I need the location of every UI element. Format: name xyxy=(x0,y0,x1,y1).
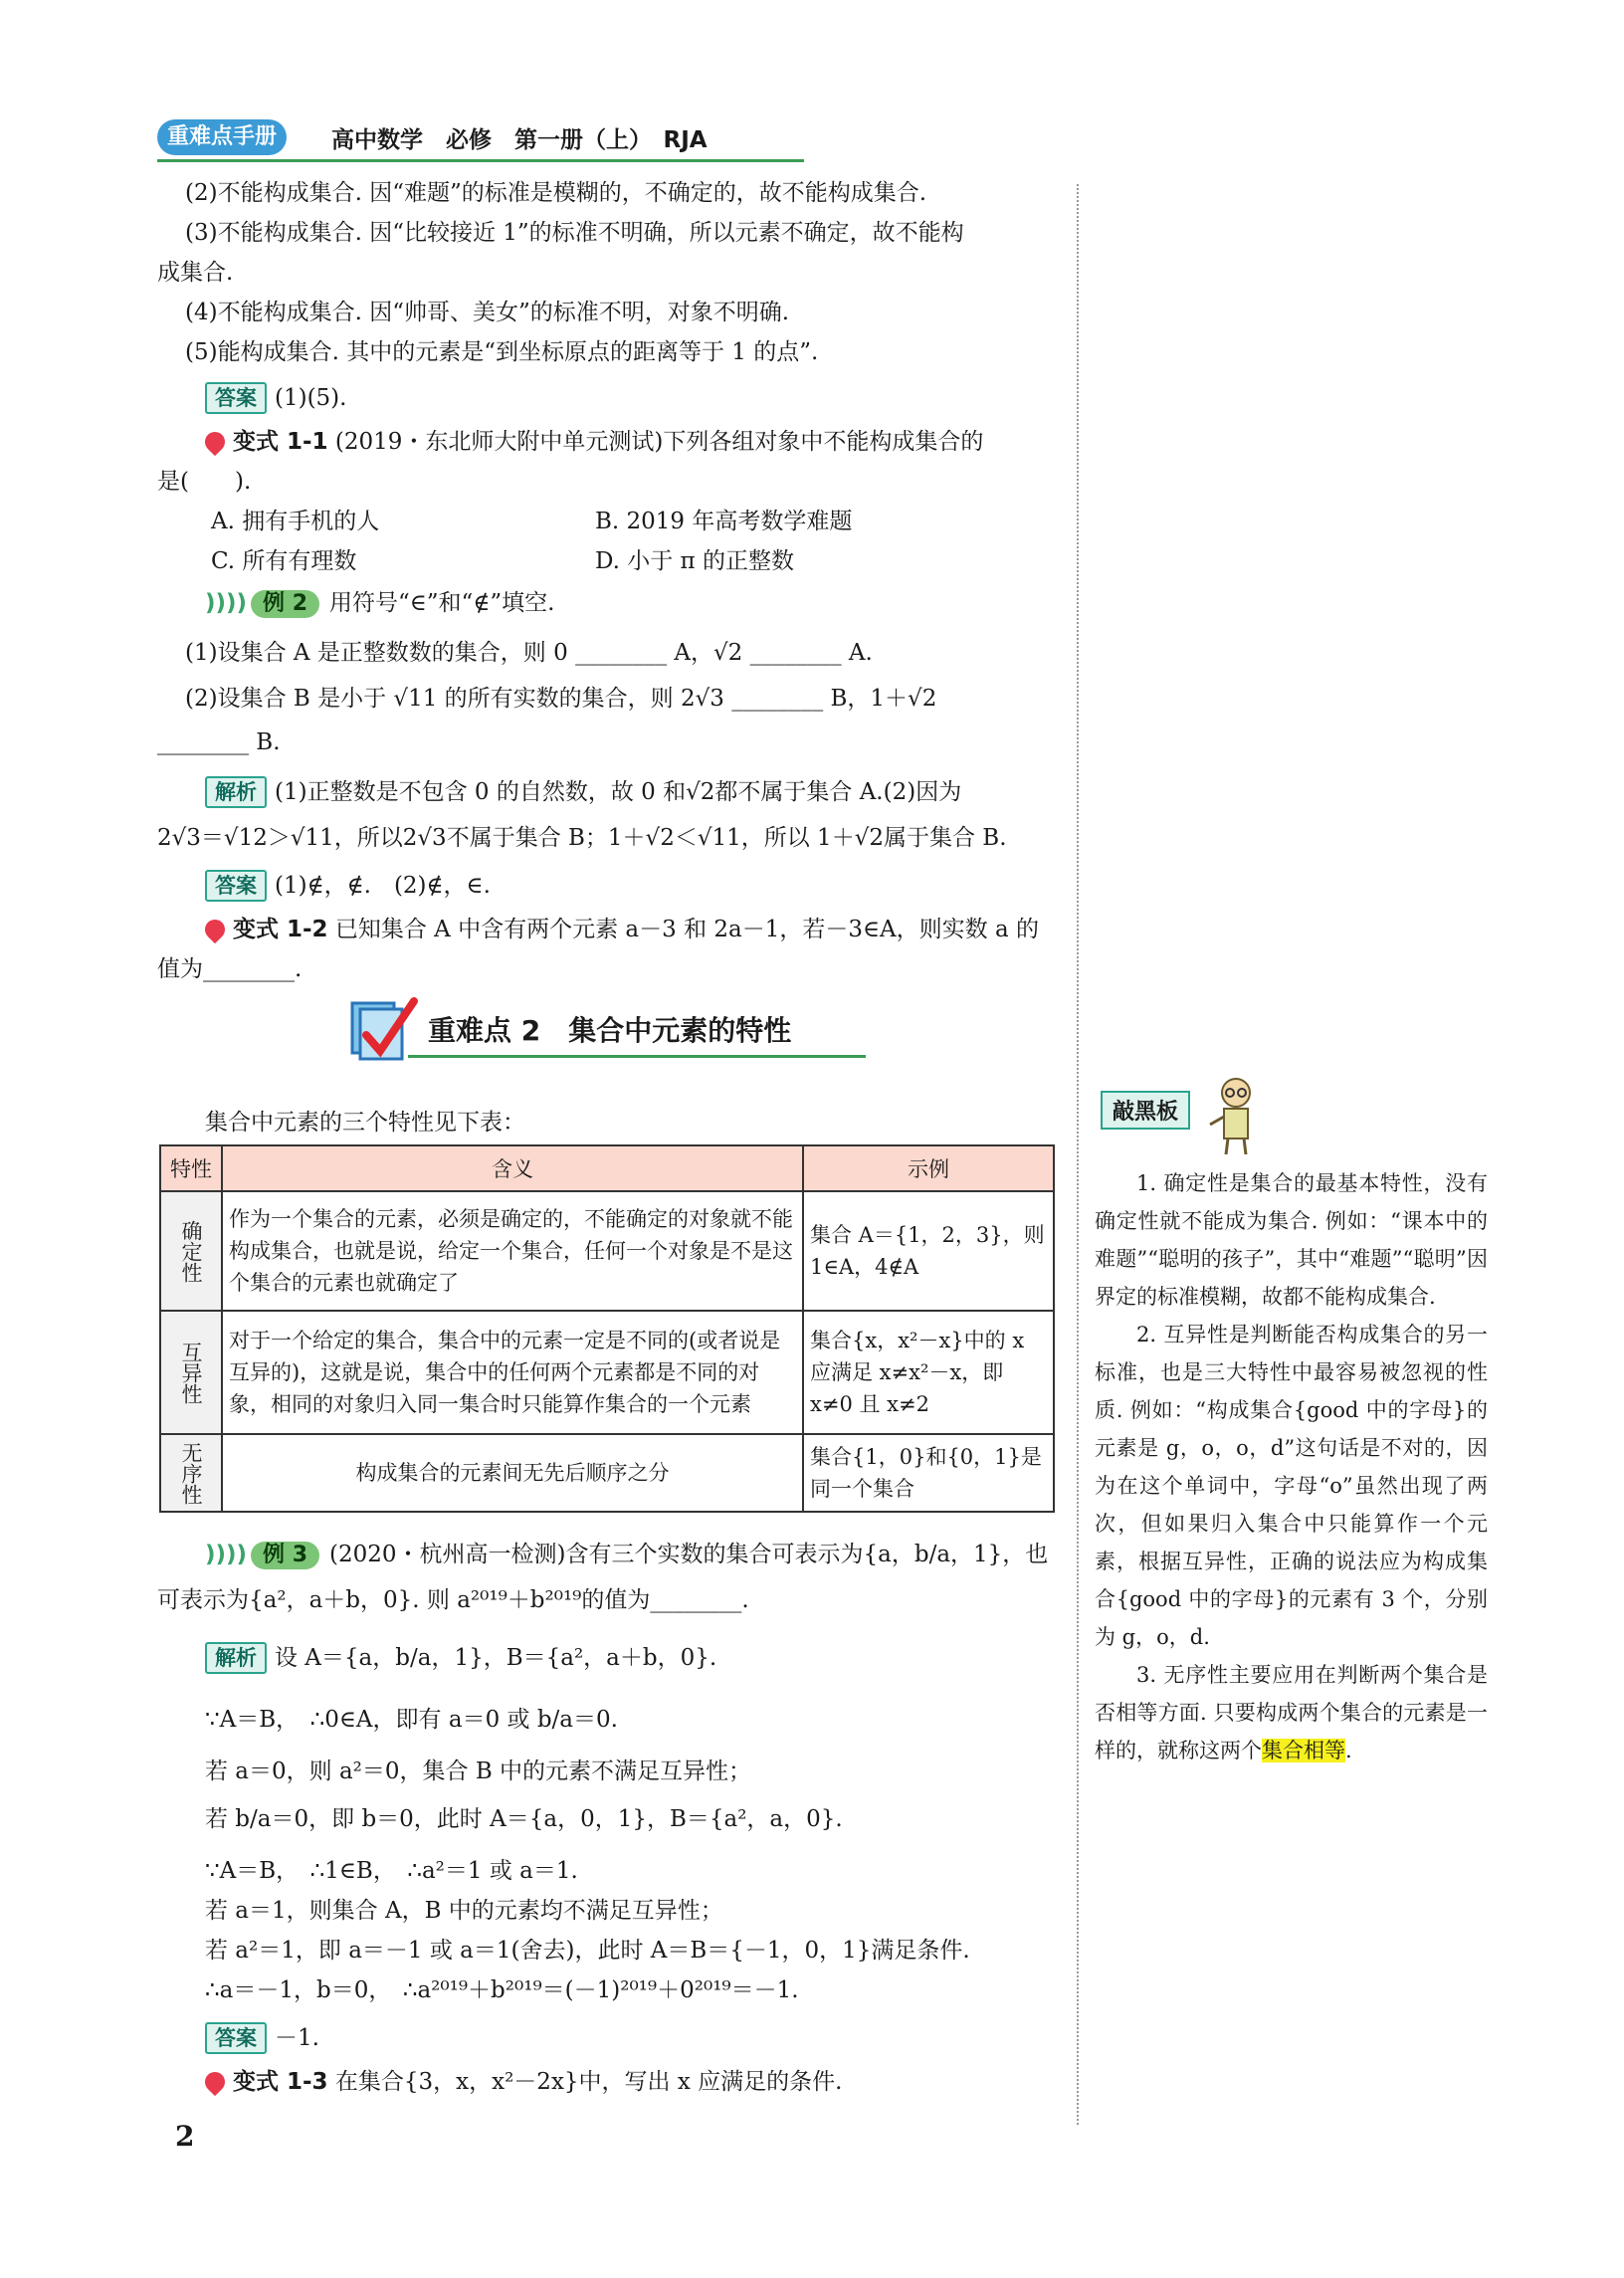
property-name: 确定性 xyxy=(160,1191,222,1311)
sidebar-note-3-end: . xyxy=(1345,1739,1352,1762)
header-title: 高中数学 必修 第一册（上） RJA xyxy=(331,127,708,153)
analysis-3-line: 若 a＝1，则集合 A，B 中的元素均不满足互异性； xyxy=(205,1898,723,1924)
variant-1-1-cont: 是( ). xyxy=(157,469,252,495)
property-name: 无序性 xyxy=(160,1434,222,1512)
example-2-q1: (1)设集合 A 是正整数数的集合，则 0 ________ A，√2 ________ A. xyxy=(185,640,873,666)
table-row xyxy=(160,1311,1054,1434)
answer-tag: 答案 xyxy=(205,382,267,414)
property-meaning: 构成集合的元素间无先后顺序之分 xyxy=(222,1434,803,1512)
header xyxy=(157,117,804,161)
answer-3 xyxy=(205,2022,319,2054)
solution-line-5: (5)能构成集合. 其中的元素是“到坐标原点的距离等于 1 的点”. xyxy=(185,339,819,365)
variant-1-3-label: 变式 1-3 xyxy=(233,2069,328,2095)
sidebar-title: 敲黑板 xyxy=(1101,1091,1190,1130)
table-intro: 集合中元素的三个特性见下表： xyxy=(205,1110,525,1136)
analysis-2-line-1: (1)正整数是不包含 0 的自然数，故 0 和√2都不属于集合 A.(2)因为 xyxy=(275,779,962,805)
pin-icon xyxy=(201,428,229,456)
example-2-text: 用符号“∈”和“∉”填空. xyxy=(329,590,555,616)
example-3 xyxy=(205,1539,1048,1570)
analysis-3-line: ∴a＝－1，b＝0， ∴a²⁰¹⁹＋b²⁰¹⁹＝(－1)²⁰¹⁹＋0²⁰¹⁹＝－1. xyxy=(205,1977,799,2003)
variant-1-1-label: 变式 1-1 xyxy=(233,429,328,455)
table-row xyxy=(160,1191,1054,1311)
sidebar-note-3 xyxy=(1095,1656,1488,1769)
header-logo: 重难点手册 xyxy=(157,119,287,155)
analysis-3-line: 若 a＝0，则 a²＝0，集合 B 中的元素不满足互异性； xyxy=(205,1759,752,1784)
property-example: 集合 A＝{1，2，3}，则1∈A，4∉A xyxy=(803,1191,1054,1311)
example-3-label: 例 3 xyxy=(251,1542,319,1569)
analysis-3-line: 若 a²＝1，即 a＝－1 或 a＝1(舍去)，此时 A＝B＝{－1，0，1}满足条件. xyxy=(205,1938,970,1964)
analysis-3-line: 若 b/a＝0，即 b＝0，此时 A＝{a，0，1}，B＝{a²，a，0}. xyxy=(205,1806,843,1832)
pin-icon xyxy=(201,2068,229,2096)
section-header xyxy=(348,995,866,1065)
column-divider xyxy=(1077,184,1079,2125)
answer-3-text: －1. xyxy=(275,2025,319,2051)
sidebar-header xyxy=(1101,1077,1270,1156)
variant-1-2-label: 变式 1-2 xyxy=(233,917,328,942)
property-meaning: 作为一个集合的元素，必须是确定的，不能确定的对象就不能构成集合，也就是说，给定一个集合，任何一个对象是不是这个集合的元素也就确定了 xyxy=(222,1191,803,1311)
variant-1-2-cont: 值为________. xyxy=(157,956,303,982)
property-meaning: 对于一个给定的集合，集合中的元素一定是不同的(或者说是互异的)，这就是说，集合中的任何两个元素都是不同的对象，相同的对象归入同一集合时只能算作集合的一个元素 xyxy=(222,1311,803,1434)
option-a: A. 拥有手机的人 xyxy=(211,509,380,534)
analysis-tag: 解析 xyxy=(205,776,267,808)
properties-table xyxy=(159,1144,1055,1513)
header-rule xyxy=(157,159,804,162)
solution-line-3: (3)不能构成集合. 因“比较接近 1”的标准不明确，所以元素不确定，故不能构 xyxy=(185,220,964,246)
sound-wave-icon: )))) xyxy=(205,590,248,616)
table-header: 含义 xyxy=(222,1145,803,1191)
example-3-line-1: (2020・杭州高一检测)含有三个实数的集合可表示为{a，b/a，1}，也 xyxy=(329,1542,1049,1567)
option-b: B. 2019 年高考数学难题 xyxy=(595,509,853,534)
analysis-3-line: 设 A＝{a，b/a，1}，B＝{a²，a＋b，0}. xyxy=(275,1645,717,1671)
pin-icon xyxy=(201,916,229,943)
variant-1-3-text: 在集合{3，x，x²－2x}中，写出 x 应满足的条件. xyxy=(334,2069,843,2095)
section-rule xyxy=(408,1055,866,1058)
option-d: D. 小于 π 的正整数 xyxy=(595,548,794,574)
analysis-2-line-2: 2√3＝√12＞√11，所以2√3不属于集合 B；1＋√2＜√11，所以 1＋√2属于集合 B. xyxy=(157,825,1007,851)
solution-line-4: (4)不能构成集合. 因“帅哥、美女”的标准不明，对象不明确. xyxy=(185,300,790,325)
answer-1 xyxy=(205,382,346,414)
solution-line-2: (2)不能构成集合. 因“难题”的标准是模糊的，不确定的，故不能构成集合. xyxy=(185,180,927,206)
analysis-3 xyxy=(205,1642,716,1674)
variant-1-3 xyxy=(205,2066,842,2098)
sidebar-note-1: 1. 确定性是集合的最基本特性，没有确定性就不能成为集合. 例如：“课本中的难题”“聪明的孩子”，其中“难题”“聪明”因界定的标准模糊，故都不能构成集合. xyxy=(1095,1171,1488,1309)
variant-1-1-text: (2019・东北师大附中单元测试)下列各组对象中不能构成集合的 xyxy=(334,429,984,455)
variant-1-2-text: 已知集合 A 中含有两个元素 a－3 和 2a－1，若－3∈A，则实数 a 的 xyxy=(334,917,1039,942)
example-3-line-2: 可表示为{a²，a＋b，0}. 则 a²⁰¹⁹＋b²⁰¹⁹的值为________. xyxy=(157,1587,749,1613)
variant-1-2 xyxy=(205,914,1039,945)
property-name: 互异性 xyxy=(160,1311,222,1434)
option-c: C. 所有有理数 xyxy=(211,548,357,574)
solution-line-3-cont: 成集合. xyxy=(157,260,234,286)
sidebar-note-2: 2. 互异性是判断能否构成集合的另一标准，也是三大特性中最容易被忽视的性质. 例如：“构成集合{good 中的字母}的元素是 g，o，o，d”这句话是不对的，因为在这个单词中，字母“o”虽然出现了两次，但如果归入集合中只能算作一个元素，根据互异性，正确的说法应为构成集合{good 中的字母}的元素有 3 个，分别为 g，o，d. xyxy=(1095,1323,1488,1649)
property-example: 集合{1，0}和{0，1}是同一个集合 xyxy=(803,1434,1054,1512)
highlight-term: 集合相等 xyxy=(1262,1739,1345,1762)
answer-1-text: (1)(5). xyxy=(275,385,347,411)
example-2 xyxy=(205,587,554,619)
sidebar-notes xyxy=(1095,1164,1488,1769)
sidebar-note-3-text: 3. 无序性主要应用在判断两个集合是否相等方面. 只要构成两个集合的元素是一样的，就称这两个 xyxy=(1095,1663,1488,1762)
analysis-tag: 解析 xyxy=(205,1642,267,1674)
sound-wave-icon: )))) xyxy=(205,1542,248,1567)
analysis-2 xyxy=(205,776,961,808)
analysis-3-line: ∵A＝B， ∴1∈B， ∴a²＝1 或 a＝1. xyxy=(205,1858,578,1884)
answer-tag: 答案 xyxy=(205,870,267,902)
answer-tag: 答案 xyxy=(205,2022,267,2054)
table-row xyxy=(160,1434,1054,1512)
analysis-3-line: ∵A＝B， ∴0∈A，即有 a＝0 或 b/a＝0. xyxy=(205,1707,618,1733)
table-header: 示例 xyxy=(803,1145,1054,1191)
answer-2 xyxy=(205,870,491,902)
example-2-label: 例 2 xyxy=(251,590,319,618)
table-header: 特性 xyxy=(160,1145,222,1191)
example-2-q2-cont: ________ B. xyxy=(157,729,281,755)
teacher-icon xyxy=(1208,1073,1264,1156)
property-example: 集合{x，x²－x}中的 x 应满足 x≠x²－x，即 x≠0 且 x≠2 xyxy=(803,1311,1054,1434)
page-number: 2 xyxy=(175,2120,195,2153)
section-title: 重难点 2 集合中元素的特性 xyxy=(428,1014,792,1047)
example-2-q2: (2)设集合 B 是小于 √11 的所有实数的集合，则 2√3 ________ B，1＋√2 xyxy=(185,686,937,712)
answer-2-text: (1)∉，∉. (2)∉，∈. xyxy=(275,873,491,899)
variant-1-1 xyxy=(205,426,983,458)
